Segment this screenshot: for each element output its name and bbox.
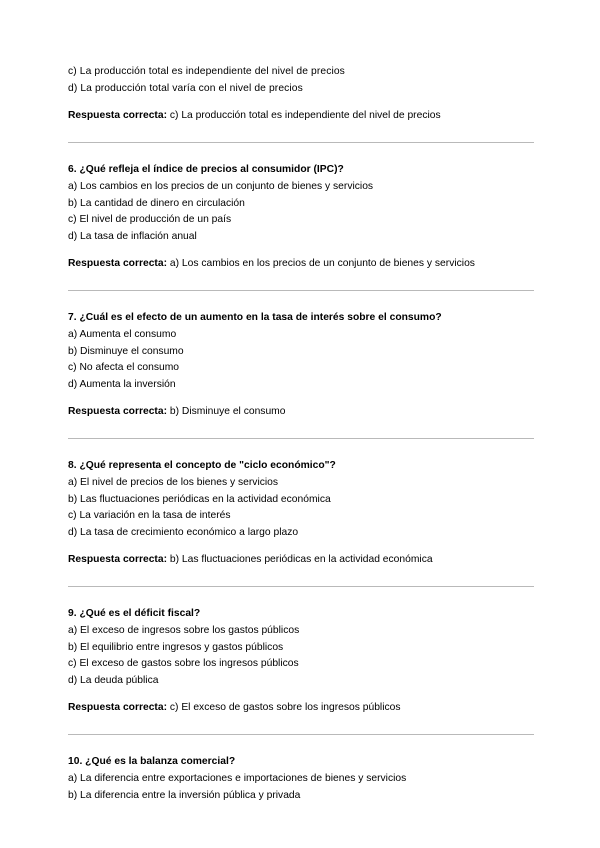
question-block-9 [68,606,534,717]
correct-answer-label: Respuesta correcta: [68,110,168,121]
option-c: c) El exceso de gastos sobre los ingresos públicos [68,658,299,669]
option-d: d) La tasa de crecimiento económico a largo plazo [68,526,299,538]
section-divider [68,142,534,143]
option-c: c) El nivel de producción de un país [68,214,232,225]
question-title: 9. ¿Qué es el déficit fiscal? [68,607,201,619]
correct-answer-label: Respuesta correcta: [68,702,168,713]
correct-answer-label: Respuesta correcta: [68,258,168,269]
question-block-7 [68,310,534,421]
correct-answer [68,700,534,717]
option-a: a) El nivel de precios de los bienes y servicios [68,477,279,488]
correct-answer [68,108,534,125]
option-b: b) Disminuye el consumo [68,345,184,357]
question-block-6 [68,162,534,273]
correct-answer [68,256,534,273]
option-c: c) La variación en la tasa de interés [68,510,231,521]
option-a: a) El exceso de ingresos sobre los gastos públicos [68,625,300,636]
correct-answer-text: a) Los cambios en los precios de un conjunto de bienes y servicios [167,258,475,269]
option-b: b) La diferencia entre la inversión pública y privada [68,789,301,801]
question-title: 6. ¿Qué refleja el índice de precios al consumidor (IPC)? [68,163,344,175]
question-title: 8. ¿Qué representa el concepto de "ciclo económico"? [68,459,336,471]
option-b: b) El equilibrio entre ingresos y gastos públicos [68,641,284,653]
option-b: b) La cantidad de dinero en circulación [68,197,245,209]
option-b: b) Las fluctuaciones periódicas en la actividad económica [68,493,331,505]
option-a: a) La diferencia entre exportaciones e importaciones de bienes y servicios [68,773,407,784]
correct-answer [68,404,534,421]
correct-answer-text: c) La producción total es independiente del nivel de precios [167,110,441,121]
option-a: a) Los cambios en los precios de un conjunto de bienes y servicios [68,181,374,192]
option-line: d) La producción total varía con el nivel de precios [68,82,303,94]
correct-answer [68,552,534,569]
section-divider [68,438,534,439]
option-d: d) Aumenta la inversión [68,378,176,390]
option-d: d) La deuda pública [68,674,159,686]
option-c: c) No afecta el consumo [68,362,180,373]
correct-answer-label: Respuesta correcta: [68,554,168,565]
section-divider [68,586,534,587]
section-divider [68,290,534,291]
question-title: 10. ¿Qué es la balanza comercial? [68,755,236,767]
correct-answer-text: b) Disminuye el consumo [167,406,286,417]
continued-question-block [68,64,534,125]
option-line: c) La producción total es independiente del nivel de precios [68,66,345,77]
correct-answer-label: Respuesta correcta: [68,406,168,417]
option-d: d) La tasa de inflación anual [68,230,197,242]
question-block-8 [68,458,534,569]
correct-answer-text: c) El exceso de gastos sobre los ingresos públicos [167,702,401,713]
section-divider [68,734,534,735]
question-block-10 [68,754,534,805]
correct-answer-text: b) Las fluctuaciones periódicas en la actividad económica [167,554,433,565]
question-title: 7. ¿Cuál es el efecto de un aumento en la tasa de interés sobre el consumo? [68,311,442,323]
option-a: a) Aumenta el consumo [68,329,177,340]
